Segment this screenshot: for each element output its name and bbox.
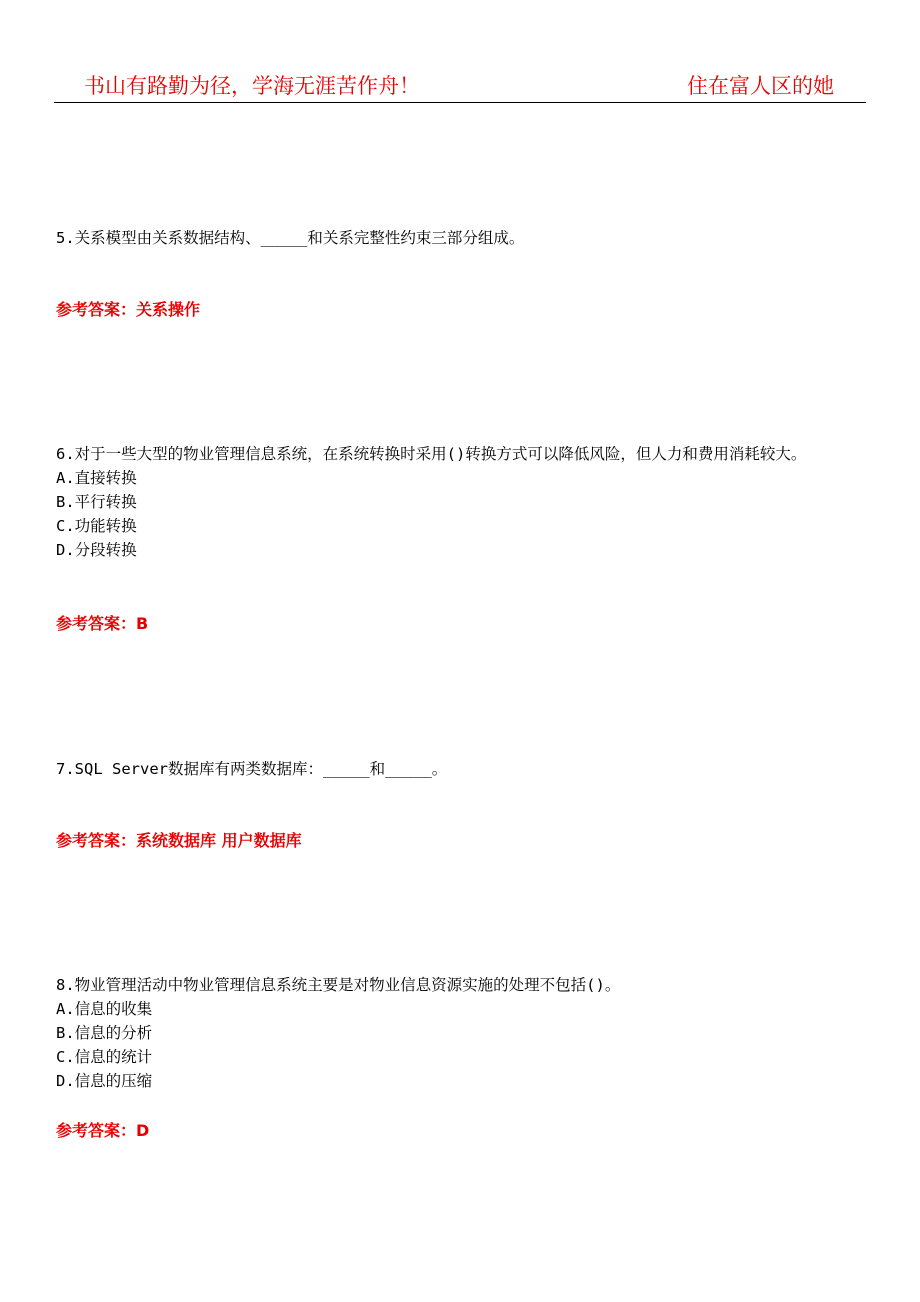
question-stem: 7.SQL Server数据库有两类数据库：_____和_____。 xyxy=(56,760,448,778)
option-b: B.平行转换 xyxy=(56,493,137,511)
answer-6: 参考答案：B xyxy=(56,614,149,633)
header-author: 住在富人区的她 xyxy=(687,74,834,98)
option-b: B.信息的分析 xyxy=(56,1024,153,1042)
option-a: A.信息的收集 xyxy=(56,1000,153,1018)
question-stem: 5.关系模型由关系数据结构、_____和关系完整性约束三部分组成。 xyxy=(56,229,525,247)
header-motto: 书山有路勤为径，学海无涯苦作舟！ xyxy=(84,74,420,98)
option-d: D.分段转换 xyxy=(56,541,137,559)
question-stem: 8.物业管理活动中物业管理信息系统主要是对物业信息资源实施的处理不包括()。 xyxy=(56,976,621,994)
question-5 xyxy=(56,226,868,250)
answer-7: 参考答案：系统数据库 用户数据库 xyxy=(56,831,302,850)
header-divider xyxy=(54,102,866,103)
option-a: A.直接转换 xyxy=(56,469,137,487)
question-7 xyxy=(56,757,868,781)
answer-5: 参考答案：关系操作 xyxy=(56,300,201,319)
answer-8: 参考答案：D xyxy=(56,1121,150,1140)
option-c: C.信息的统计 xyxy=(56,1048,153,1066)
question-6 xyxy=(56,442,868,562)
question-stem: 6.对于一些大型的物业管理信息系统，在系统转换时采用()转换方式可以降低风险，但人力和费用消耗较大。 xyxy=(56,445,807,463)
question-8 xyxy=(56,973,868,1093)
option-c: C.功能转换 xyxy=(56,517,137,535)
option-d: D.信息的压缩 xyxy=(56,1072,153,1090)
